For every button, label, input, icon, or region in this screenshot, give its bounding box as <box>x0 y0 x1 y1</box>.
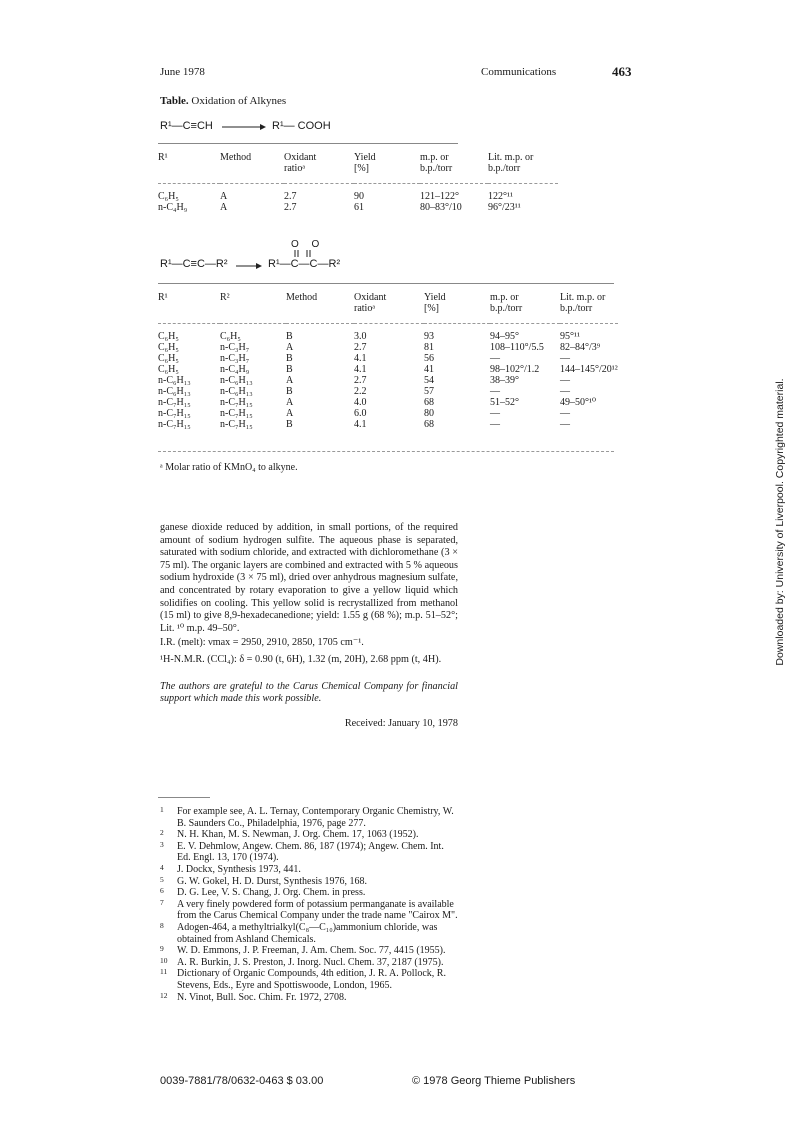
table-cell: A <box>286 408 294 419</box>
table-title-label: Table. <box>160 95 189 107</box>
table-row <box>158 331 618 342</box>
table-cell: B <box>286 353 293 364</box>
table-cell: — <box>560 419 570 430</box>
table-cell: 57 <box>424 386 434 397</box>
column-header: Method <box>286 292 318 303</box>
footnote-text: D. G. Lee, V. S. Chang, J. Org. Chem. in press. <box>177 887 366 899</box>
footnote-item <box>160 839 458 864</box>
footnote-text: Dictionary of Organic Compounds, 4th edition, J. R. A. Pollock, R. Stevens, Eds., Eyre and Spottiswoode, London, 1965. <box>177 968 446 991</box>
reaction-scheme-1 <box>160 120 213 132</box>
table-row <box>158 202 558 213</box>
table-2 <box>158 292 618 430</box>
running-header-journal: Communications <box>481 66 557 78</box>
table-cell: 4.1 <box>354 353 367 364</box>
column-header: ratioᵃ <box>354 303 376 314</box>
table-row <box>158 364 618 375</box>
column-header: R¹ <box>158 152 168 163</box>
footnotes <box>160 805 458 1003</box>
footnote-number: 2 <box>160 828 164 838</box>
table-footnote: ᵃ Molar ratio of KMnO₄ to alkyne. <box>160 462 298 473</box>
table-row <box>158 408 618 419</box>
column-header <box>220 163 284 174</box>
table-row <box>158 386 618 397</box>
table-cell: 2.7 <box>284 191 297 202</box>
column-header <box>158 163 220 174</box>
footnote-item <box>160 955 458 969</box>
table-cell: 61 <box>354 202 364 213</box>
footnote-text: W. D. Emmons, J. P. Freeman, J. Am. Chem. Soc. 77, 4415 (1955). <box>177 945 446 957</box>
table1-header-row <box>158 163 558 174</box>
table-row <box>158 397 618 408</box>
table-cell: n-C₃H₇ <box>220 342 250 353</box>
table1-header-row <box>158 152 558 163</box>
product-1: R¹— COOH <box>272 120 331 132</box>
footnote-number: 3 <box>160 839 164 849</box>
table-cell: 2.7 <box>354 375 367 386</box>
table-cell: 80 <box>424 408 434 419</box>
table2-header-row <box>158 292 618 303</box>
table-cell: A <box>286 397 294 408</box>
table-cell: n-C₄H₉ <box>158 202 188 213</box>
table-cell: 68 <box>424 397 434 408</box>
table-cell: 49–50°¹⁰ <box>560 397 597 408</box>
table-cell: 4.1 <box>354 364 367 375</box>
footer-code: 0039-7881/78/0632-0463 $ 03.00 <box>160 1075 324 1087</box>
reactant-2: R¹—C≡C—R² <box>160 258 228 270</box>
table-cell: — <box>490 419 500 430</box>
column-header: Lit. m.p. or <box>560 292 606 303</box>
table-cell: 144–145°/20¹² <box>560 364 618 375</box>
table-row <box>158 375 618 386</box>
footnote-item <box>160 944 458 957</box>
column-header: ratioᵃ <box>284 163 306 174</box>
footer-copyright: © 1978 Georg Thieme Publishers <box>412 1075 576 1087</box>
table-cell: 68 <box>424 419 434 430</box>
table-cell: — <box>560 408 570 419</box>
footnote-number: 6 <box>160 886 164 896</box>
footnote-number: 9 <box>160 944 164 954</box>
table-cell: A <box>286 342 294 353</box>
column-header: Yield <box>424 292 446 303</box>
footnote-item <box>160 967 458 991</box>
column-header: b.p./torr <box>488 163 521 174</box>
table-cell: 121–122° <box>420 191 459 202</box>
table-cell: 2.7 <box>354 342 367 353</box>
footnote-item <box>160 920 458 945</box>
table-cell: n-C₃H₇ <box>220 353 250 364</box>
footnote-text: N. H. Khan, M. S. Newman, J. Org. Chem. 17, 1063 (1952). <box>177 829 419 841</box>
table-cell: — <box>490 353 500 364</box>
column-header: Lit. m.p. or <box>488 152 534 163</box>
table-cell: 122°¹¹ <box>488 191 513 202</box>
footnote-item <box>160 874 458 888</box>
table-cell: — <box>490 386 500 397</box>
table-cell: B <box>286 386 293 397</box>
received-date: Received: January 10, 1978 <box>344 717 458 729</box>
column-header: R² <box>220 292 230 303</box>
table-cell: n-C₇H₁₅ <box>220 408 253 419</box>
page-number: 463 <box>612 64 632 79</box>
footnote-item <box>160 897 458 922</box>
table-cell: C₆H₅ <box>158 353 179 364</box>
footnote-text: Adogen-464, a methyltrialkyl(C₈—C₁₀)ammonium chloride, was obtained from Ashland Chemicals. <box>177 921 438 945</box>
footnotes-rule <box>158 797 210 798</box>
column-header: [%] <box>424 303 439 314</box>
table-cell: 94–95° <box>490 331 519 342</box>
footnote-number: 11 <box>160 967 168 977</box>
column-header <box>286 303 354 314</box>
running-header-date: June 1978 <box>160 66 205 78</box>
table-cell: A <box>220 202 228 213</box>
table-row <box>158 353 618 364</box>
table-cell: — <box>490 408 500 419</box>
procedure-paragraph: ganese dioxide reduced by addition, in small portions, of the required amount of sodium hydrogen sulfite. The aqueous phase is separated, saturated with sodium chloride, and extracted with dichloromethane (3 × 75 ml). The organic layers are combined and extracted with 5 % aqueous sodium hydroxide (3 × 75 ml), dried over anhydrous magnesium sulfate, and concentrated by rotary evaporation to give a yellow liquid which solidifies on cooling. This yellow solid is recrystallized from methanol (15 ml) to give 8,9-hexadecanedione; yield: 1.55 g (68 %); m.p. 51–52°; Lit. ¹⁰ m.p. 49–50°. <box>160 522 458 634</box>
table-cell: n-C₇H₁₅ <box>220 397 253 408</box>
table-cell: 2.7 <box>284 202 297 213</box>
table-cell: C₆H₅ <box>220 331 241 342</box>
table1-top-rule <box>158 143 458 144</box>
table-cell: n-C₇H₁₅ <box>158 397 191 408</box>
table-cell: B <box>286 364 293 375</box>
footnote-item <box>160 862 458 876</box>
reaction-arrow-2 <box>236 261 262 271</box>
table-row <box>158 191 558 202</box>
column-header: Method <box>220 152 252 163</box>
footnote-text: E. V. Dehmlow, Angew. Chem. 86, 187 (1974); Angew. Chem. Int. Ed. Engl. 13, 170 (1974). <box>177 840 444 864</box>
table-cell: 3.0 <box>354 331 367 342</box>
table-cell: 41 <box>424 364 434 375</box>
column-header: m.p. or <box>420 152 449 163</box>
table-cell: 4.0 <box>354 397 367 408</box>
table-cell: — <box>560 386 570 397</box>
table2-bottom-rule <box>158 451 614 452</box>
table-cell: C₆H₅ <box>158 331 179 342</box>
footnote-text: A very finely powdered form of potassium permanganate is available from the Carus Chemical Company under the trade name "Cairox M". <box>177 898 458 922</box>
table-cell: n-C₇H₁₅ <box>220 419 253 430</box>
column-header: m.p. or <box>490 292 519 303</box>
body-text <box>160 522 458 730</box>
footnote-item <box>160 805 458 829</box>
table-cell: n-C₆H₁₃ <box>158 375 191 386</box>
table-cell: 2.2 <box>354 386 367 397</box>
column-header: Oxidant <box>284 152 317 163</box>
footnote-text: For example see, A. L. Ternay, Contemporary Organic Chemistry, W. B. Saunders Co., Philadelphia, 1976, page 277. <box>177 806 454 829</box>
table-row <box>158 342 618 353</box>
ir-data: I.R. (melt): νmax = 2950, 2910, 2850, 1705 cm⁻¹. <box>160 637 364 649</box>
table-cell: C₆H₅ <box>158 191 179 202</box>
table-cell: 38–39° <box>490 375 519 386</box>
footnote-number: 7 <box>160 897 164 907</box>
table-cell: n-C₆H₁₃ <box>220 375 253 386</box>
table-cell: 81 <box>424 342 434 353</box>
nmr-data: ¹H-N.M.R. (CCl₄): δ = 0.90 (t, 6H), 1.32 (m, 20H), 2.68 ppm (t, 4H). <box>160 653 442 665</box>
acknowledgement: The authors are grateful to the Carus Chemical Company for financial support which made this work possible. <box>160 680 458 705</box>
footnote-number: 12 <box>160 990 168 1000</box>
table-cell: C₆H₅ <box>158 342 179 353</box>
double-bond-marks <box>293 250 323 258</box>
table-cell: C₆H₅ <box>158 364 179 375</box>
footnote-text: A. R. Burkin, J. S. Preston, J. Inorg. Nucl. Chem. 37, 2187 (1975). <box>177 956 444 968</box>
table-cell: 93 <box>424 331 434 342</box>
table-cell: 98–102°/1.2 <box>490 364 540 375</box>
table-cell: — <box>560 353 570 364</box>
table-cell: n-C₆H₁₃ <box>158 386 191 397</box>
table-cell: 80–83°/10 <box>420 202 462 213</box>
column-header: Oxidant <box>354 292 387 303</box>
footnote-text: N. Vinot, Bull. Soc. Chim. Fr. 1972, 2708. <box>177 991 347 1003</box>
footnote-number: 10 <box>160 955 168 965</box>
table-cell: n-C₇H₁₅ <box>158 408 191 419</box>
footnote-item <box>160 828 458 841</box>
reaction-arrow-1 <box>222 122 266 132</box>
column-header <box>158 303 220 314</box>
oxo-groups: O O <box>291 239 325 250</box>
table-cell: 90 <box>354 191 364 202</box>
download-watermark <box>772 312 788 732</box>
table-cell: 108–110°/5.5 <box>490 342 544 353</box>
table-cell: — <box>560 375 570 386</box>
footnote-item <box>160 886 458 899</box>
table-cell: 82–84°/3⁹ <box>560 342 601 353</box>
table-cell: B <box>286 331 293 342</box>
footnote-number: 4 <box>160 862 164 872</box>
table2-top-rule <box>158 283 614 284</box>
table-cell: n-C₇H₁₅ <box>158 419 191 430</box>
table-cell: n-C₆H₁₃ <box>220 386 253 397</box>
download-watermark-text: Downloaded by: University of Liverpool. Copyrighted material. <box>774 378 786 666</box>
footnote-number: 8 <box>160 920 164 930</box>
column-header: Yield <box>354 152 376 163</box>
table-cell: n-C₄H₉ <box>220 364 250 375</box>
table-row <box>158 419 618 430</box>
column-header: b.p./torr <box>490 303 523 314</box>
table2-header-row <box>158 303 618 314</box>
footnote-number: 5 <box>160 874 164 884</box>
column-header: [%] <box>354 163 369 174</box>
table-title-text: Oxidation of Alkynes <box>191 95 287 107</box>
table-cell: 95°¹¹ <box>560 331 580 342</box>
table-cell: 96°/23¹¹ <box>488 202 521 213</box>
column-header: R¹ <box>158 292 168 303</box>
column-header: b.p./torr <box>560 303 593 314</box>
footnote-number: 1 <box>160 805 164 814</box>
footnote-item <box>160 990 458 1004</box>
table-cell: 6.0 <box>354 408 367 419</box>
table-cell: 4.1 <box>354 419 367 430</box>
footnote-text: G. W. Gokel, H. D. Durst, Synthesis 1976, 168. <box>177 875 368 887</box>
table-cell: 56 <box>424 353 434 364</box>
table-cell: 51–52° <box>490 397 519 408</box>
column-header <box>220 303 286 314</box>
column-header: b.p./torr <box>420 163 453 174</box>
table-1 <box>158 152 558 213</box>
product-2: R¹—C—C—R² <box>268 258 341 270</box>
table-cell: 54 <box>424 375 434 386</box>
table-cell: A <box>220 191 228 202</box>
table-cell: B <box>286 419 293 430</box>
table-title <box>160 95 286 107</box>
reactant-1: R¹—C≡CH <box>160 120 213 132</box>
footnote-text: J. Dockx, Synthesis 1973, 441. <box>177 863 301 875</box>
table-cell: A <box>286 375 294 386</box>
